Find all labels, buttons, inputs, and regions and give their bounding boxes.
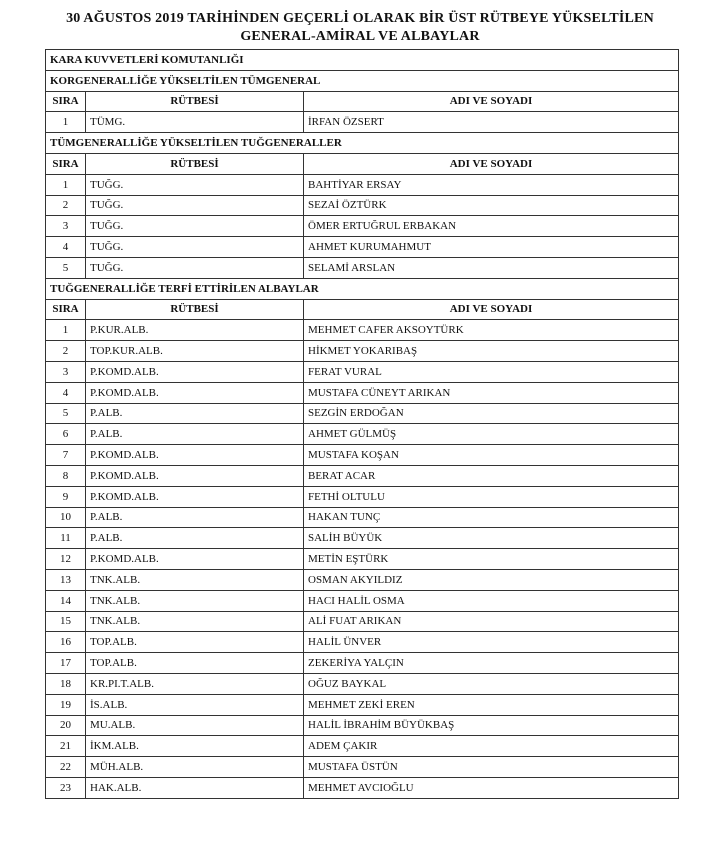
column-header-name: ADI VE SOYADI xyxy=(304,153,679,174)
row-name: METİN EŞTÜRK xyxy=(304,549,679,570)
row-name: MEHMET AVCIOĞLU xyxy=(304,777,679,798)
row-number: 1 xyxy=(46,112,86,133)
row-rank: TUĞG. xyxy=(86,195,304,216)
row-number: 13 xyxy=(46,569,86,590)
table-row xyxy=(46,653,679,674)
table-row xyxy=(46,465,679,486)
row-name: BERAT ACAR xyxy=(304,465,679,486)
row-number: 11 xyxy=(46,528,86,549)
row-rank: TUĞG. xyxy=(86,174,304,195)
document-title-line2: GENERAL-AMİRAL VE ALBAYLAR xyxy=(240,29,480,44)
column-header-name: ADI VE SOYADI xyxy=(304,299,679,320)
row-name: OSMAN AKYILDIZ xyxy=(304,569,679,590)
table-row xyxy=(46,320,679,341)
row-name: HALİL İBRAHİM BÜYÜKBAŞ xyxy=(304,715,679,736)
row-number: 21 xyxy=(46,736,86,757)
table-row xyxy=(46,611,679,632)
row-rank: TNK.ALB. xyxy=(86,611,304,632)
table-row xyxy=(46,445,679,466)
column-header-name: ADI VE SOYADI xyxy=(304,91,679,112)
column-header-rank: RÜTBESİ xyxy=(86,299,304,320)
column-header-rank: RÜTBESİ xyxy=(86,91,304,112)
table-row xyxy=(46,112,679,133)
row-rank: MÜH.ALB. xyxy=(86,757,304,778)
row-number: 16 xyxy=(46,632,86,653)
row-name: ADEM ÇAKIR xyxy=(304,736,679,757)
row-rank: P.KOMD.ALB. xyxy=(86,445,304,466)
column-header-row xyxy=(46,153,679,174)
table-row xyxy=(46,403,679,424)
row-name: SELAMİ ARSLAN xyxy=(304,257,679,278)
row-rank: TUĞG. xyxy=(86,237,304,258)
row-name: HALİL ÜNVER xyxy=(304,632,679,653)
row-number: 22 xyxy=(46,757,86,778)
row-name: SEZGİN ERDOĞAN xyxy=(304,403,679,424)
row-name: SALİH BÜYÜK xyxy=(304,528,679,549)
row-number: 20 xyxy=(46,715,86,736)
column-header-row xyxy=(46,91,679,112)
table-row xyxy=(46,715,679,736)
row-name: MUSTAFA CÜNEYT ARIKAN xyxy=(304,382,679,403)
row-name: HACI HALİL OSMA xyxy=(304,590,679,611)
row-rank: P.KOMD.ALB. xyxy=(86,549,304,570)
section-heading: TUĞGENERALLİĞE TERFİ ETTİRİLEN ALBAYLAR xyxy=(46,278,679,299)
promotion-table-body xyxy=(46,50,679,799)
promotion-table xyxy=(45,49,679,799)
row-rank: P.KOMD.ALB. xyxy=(86,382,304,403)
row-rank: HAK.ALB. xyxy=(86,777,304,798)
row-number: 3 xyxy=(46,361,86,382)
column-header-no: SIRA xyxy=(46,91,86,112)
table-row xyxy=(46,694,679,715)
row-rank: P.KUR.ALB. xyxy=(86,320,304,341)
row-number: 9 xyxy=(46,486,86,507)
row-rank: P.KOMD.ALB. xyxy=(86,465,304,486)
table-row xyxy=(46,237,679,258)
row-name: AHMET GÜLMÜŞ xyxy=(304,424,679,445)
table-row xyxy=(46,757,679,778)
row-rank: P.ALB. xyxy=(86,424,304,445)
row-name: AHMET KURUMAHMUT xyxy=(304,237,679,258)
row-name: ALİ FUAT ARIKAN xyxy=(304,611,679,632)
row-number: 7 xyxy=(46,445,86,466)
row-name: MUSTAFA KOŞAN xyxy=(304,445,679,466)
row-name: ZEKERİYA YALÇIN xyxy=(304,653,679,674)
row-name: İRFAN ÖZSERT xyxy=(304,112,679,133)
table-row xyxy=(46,777,679,798)
section-heading: TÜMGENERALLİĞE YÜKSELTİLEN TUĞGENERALLER xyxy=(46,133,679,154)
table-row xyxy=(46,424,679,445)
row-number: 3 xyxy=(46,216,86,237)
row-number: 1 xyxy=(46,320,86,341)
table-row xyxy=(46,590,679,611)
row-name: HAKAN TUNÇ xyxy=(304,507,679,528)
row-number: 23 xyxy=(46,777,86,798)
table-row xyxy=(46,216,679,237)
row-name: FETHİ OLTULU xyxy=(304,486,679,507)
row-rank: P.ALB. xyxy=(86,528,304,549)
table-row xyxy=(46,486,679,507)
table-row xyxy=(46,549,679,570)
table-row xyxy=(46,257,679,278)
row-rank: MU.ALB. xyxy=(86,715,304,736)
row-number: 19 xyxy=(46,694,86,715)
row-number: 1 xyxy=(46,174,86,195)
table-row xyxy=(46,569,679,590)
document-title-line1: 30 AĞUSTOS 2019 TARİHİNDEN GEÇERLİ OLARAK BİR ÜST RÜTBEYE YÜKSELTİLEN xyxy=(66,11,654,26)
section-heading-row xyxy=(46,70,679,91)
row-name: HİKMET YOKARIBAŞ xyxy=(304,341,679,362)
row-number: 12 xyxy=(46,549,86,570)
row-rank: P.ALB. xyxy=(86,403,304,424)
row-rank: TOP.ALB. xyxy=(86,632,304,653)
row-name: FERAT VURAL xyxy=(304,361,679,382)
row-rank: P.ALB. xyxy=(86,507,304,528)
row-rank: TOP.KUR.ALB. xyxy=(86,341,304,362)
column-header-row xyxy=(46,299,679,320)
command-row xyxy=(46,50,679,71)
row-rank: TUĞG. xyxy=(86,257,304,278)
row-number: 4 xyxy=(46,382,86,403)
row-number: 6 xyxy=(46,424,86,445)
section-heading-row xyxy=(46,133,679,154)
row-rank: TNK.ALB. xyxy=(86,590,304,611)
column-header-rank: RÜTBESİ xyxy=(86,153,304,174)
table-row xyxy=(46,195,679,216)
row-rank: İKM.ALB. xyxy=(86,736,304,757)
row-number: 4 xyxy=(46,237,86,258)
table-row xyxy=(46,341,679,362)
row-number: 17 xyxy=(46,653,86,674)
section-heading: KORGENERALLİĞE YÜKSELTİLEN TÜMGENERAL xyxy=(46,70,679,91)
row-rank: TNK.ALB. xyxy=(86,569,304,590)
column-header-no: SIRA xyxy=(46,153,86,174)
row-number: 15 xyxy=(46,611,86,632)
table-row xyxy=(46,736,679,757)
table-row xyxy=(46,382,679,403)
row-rank: TÜMG. xyxy=(86,112,304,133)
row-name: MEHMET ZEKİ EREN xyxy=(304,694,679,715)
column-header-no: SIRA xyxy=(46,299,86,320)
row-number: 2 xyxy=(46,341,86,362)
row-number: 10 xyxy=(46,507,86,528)
row-name: SEZAİ ÖZTÜRK xyxy=(304,195,679,216)
table-row xyxy=(46,361,679,382)
table-row xyxy=(46,673,679,694)
row-number: 5 xyxy=(46,403,86,424)
row-rank: P.KOMD.ALB. xyxy=(86,361,304,382)
table-row xyxy=(46,528,679,549)
row-rank: İS.ALB. xyxy=(86,694,304,715)
row-number: 14 xyxy=(46,590,86,611)
row-rank: KR.PI.T.ALB. xyxy=(86,673,304,694)
row-rank: P.KOMD.ALB. xyxy=(86,486,304,507)
row-name: BAHTİYAR ERSAY xyxy=(304,174,679,195)
row-number: 18 xyxy=(46,673,86,694)
row-name: MEHMET CAFER AKSOYTÜRK xyxy=(304,320,679,341)
row-name: ÖMER ERTUĞRUL ERBAKAN xyxy=(304,216,679,237)
row-rank: TUĞG. xyxy=(86,216,304,237)
row-rank: TOP.ALB. xyxy=(86,653,304,674)
table-row xyxy=(46,507,679,528)
table-row xyxy=(46,174,679,195)
row-number: 5 xyxy=(46,257,86,278)
row-number: 8 xyxy=(46,465,86,486)
section-heading-row xyxy=(46,278,679,299)
row-name: MUSTAFA ÜSTÜN xyxy=(304,757,679,778)
row-number: 2 xyxy=(46,195,86,216)
row-name: OĞUZ BAYKAL xyxy=(304,673,679,694)
command-heading: KARA KUVVETLERİ KOMUTANLIĞI xyxy=(46,50,679,71)
table-row xyxy=(46,632,679,653)
